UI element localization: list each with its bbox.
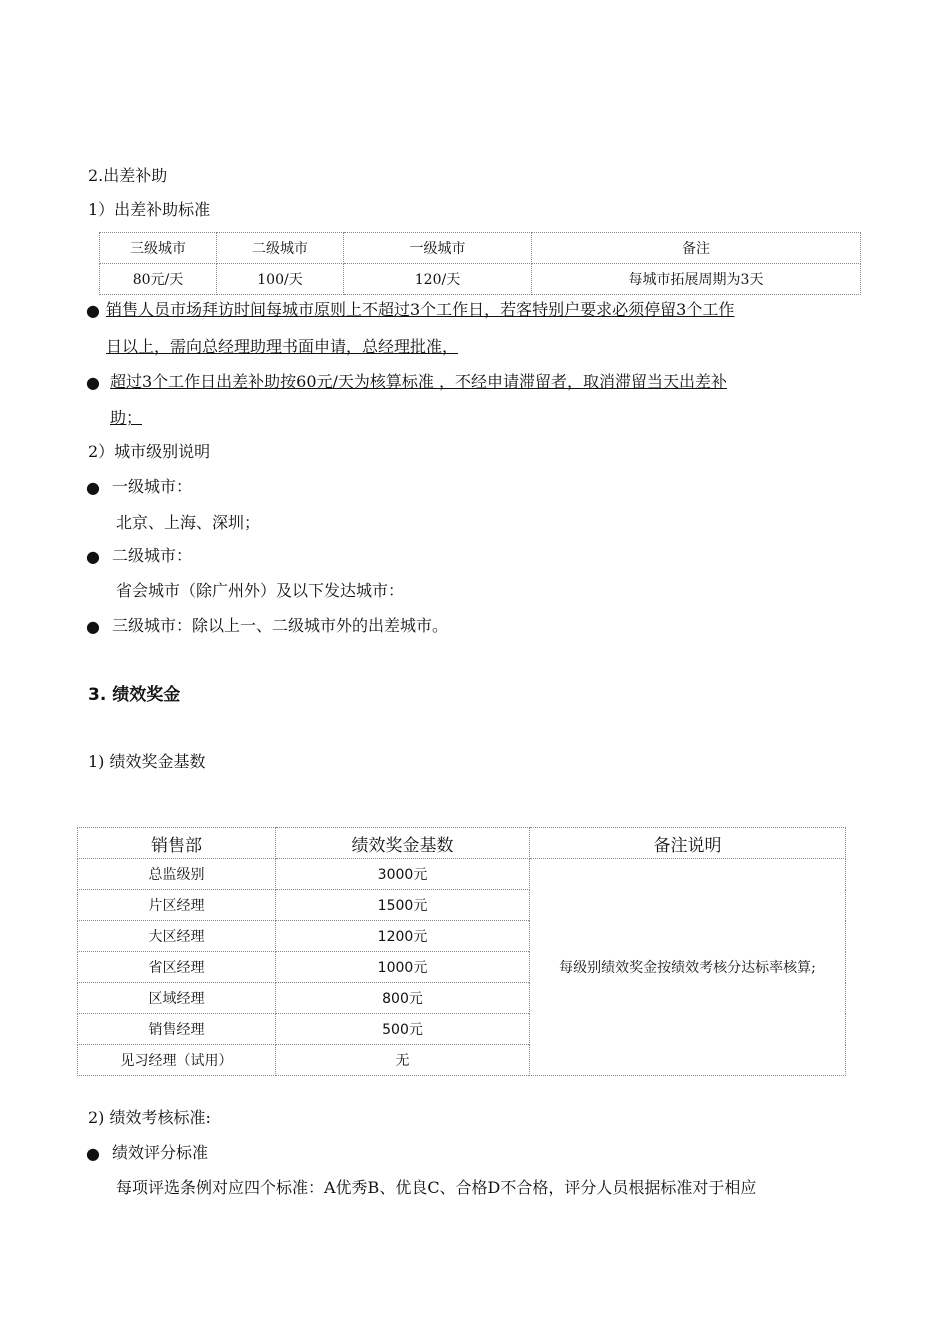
- header-tier2: 二级城市: [217, 233, 344, 264]
- header-sales-dept: 销售部: [78, 828, 276, 859]
- table-row: [100, 264, 861, 295]
- bonus-table: [77, 827, 846, 1076]
- bullet-visit-time-line2: 日以上，需向总经理助理书面申请，总经理批准，: [106, 337, 459, 356]
- cell-note: 每城市拓展周期为3天: [532, 264, 861, 295]
- header-bonus-base: 绩效奖金基数: [276, 828, 530, 859]
- bullet-visit-time-line1: 销售人员市场拜访时间每城市原则上不超过3个工作日，若客特别户要求必须停留3个工作: [106, 300, 735, 319]
- cell-level: 片区经理: [78, 890, 276, 921]
- bullet-dot: ●: [86, 478, 100, 497]
- scoring-standard-detail: 每项评选条例对应四个标准：A优秀B、优良C、合格D不合格，评分人员根据标准对于相应: [116, 1178, 757, 1197]
- cell-amount: 800元: [276, 983, 530, 1014]
- table-header-row: [100, 233, 861, 264]
- cell-level: 大区经理: [78, 921, 276, 952]
- cell-amount: 1200元: [276, 921, 530, 952]
- cell-tier2-rate: 100/天: [217, 264, 344, 295]
- cell-amount: 3000元: [276, 859, 530, 890]
- section-heading-performance-bonus: 3. 绩效奖金: [88, 685, 181, 705]
- subheading-bonus-base: 1) 绩效奖金基数: [88, 752, 206, 771]
- cell-tier3-rate: 80元/天: [100, 264, 217, 295]
- bullet-dot: ●: [86, 301, 100, 320]
- cell-amount: 无: [276, 1045, 530, 1076]
- table-row: [78, 859, 846, 890]
- bullet-dot: ●: [86, 373, 100, 392]
- cell-level: 省区经理: [78, 952, 276, 983]
- subheading-allowance-standard: 1）出差补助标准: [88, 200, 211, 219]
- cell-remark: 每级别绩效奖金按绩效考核分达标率核算;: [530, 859, 846, 1076]
- city-tier2-detail: 省会城市（除广州外）及以下发达城市：: [116, 581, 405, 600]
- bullet-dot: ●: [86, 547, 100, 566]
- header-tier1: 一级城市: [344, 233, 532, 264]
- header-remarks: 备注说明: [530, 828, 846, 859]
- cell-tier1-rate: 120/天: [344, 264, 532, 295]
- header-tier3: 三级城市: [100, 233, 217, 264]
- allowance-table: [99, 232, 861, 295]
- cell-amount: 500元: [276, 1014, 530, 1045]
- bullet-scoring-standard: 绩效评分标准: [112, 1143, 209, 1162]
- header-note: 备注: [532, 233, 861, 264]
- subheading-city-levels: 2）城市级别说明: [88, 442, 211, 461]
- cell-amount: 1000元: [276, 952, 530, 983]
- city-tier1-detail: 北京、上海、深圳；: [116, 513, 261, 532]
- bullet-overtime-line1: 超过3个工作日出差补助按60元/天为核算标准 ，不经申请滞留者，取消滞留当天出差补: [110, 372, 728, 391]
- bullet-dot: ●: [86, 1144, 100, 1163]
- cell-level: 总监级别: [78, 859, 276, 890]
- table-header-row: [78, 828, 846, 859]
- city-tier2-label: 二级城市：: [112, 546, 193, 565]
- cell-level: 见习经理（试用）: [78, 1045, 276, 1076]
- cell-level: 区域经理: [78, 983, 276, 1014]
- city-tier1-label: 一级城市：: [112, 477, 193, 496]
- city-tier3: 三级城市：除以上一、二级城市外的出差城市。: [112, 616, 449, 635]
- bullet-dot: ●: [86, 617, 100, 636]
- cell-amount: 1500元: [276, 890, 530, 921]
- section-heading-travel-allowance: 2.出差补助: [88, 166, 168, 185]
- subheading-assessment-standard: 2) 绩效考核标准:: [88, 1108, 211, 1127]
- cell-level: 销售经理: [78, 1014, 276, 1045]
- bullet-overtime-line2: 助；: [110, 408, 143, 427]
